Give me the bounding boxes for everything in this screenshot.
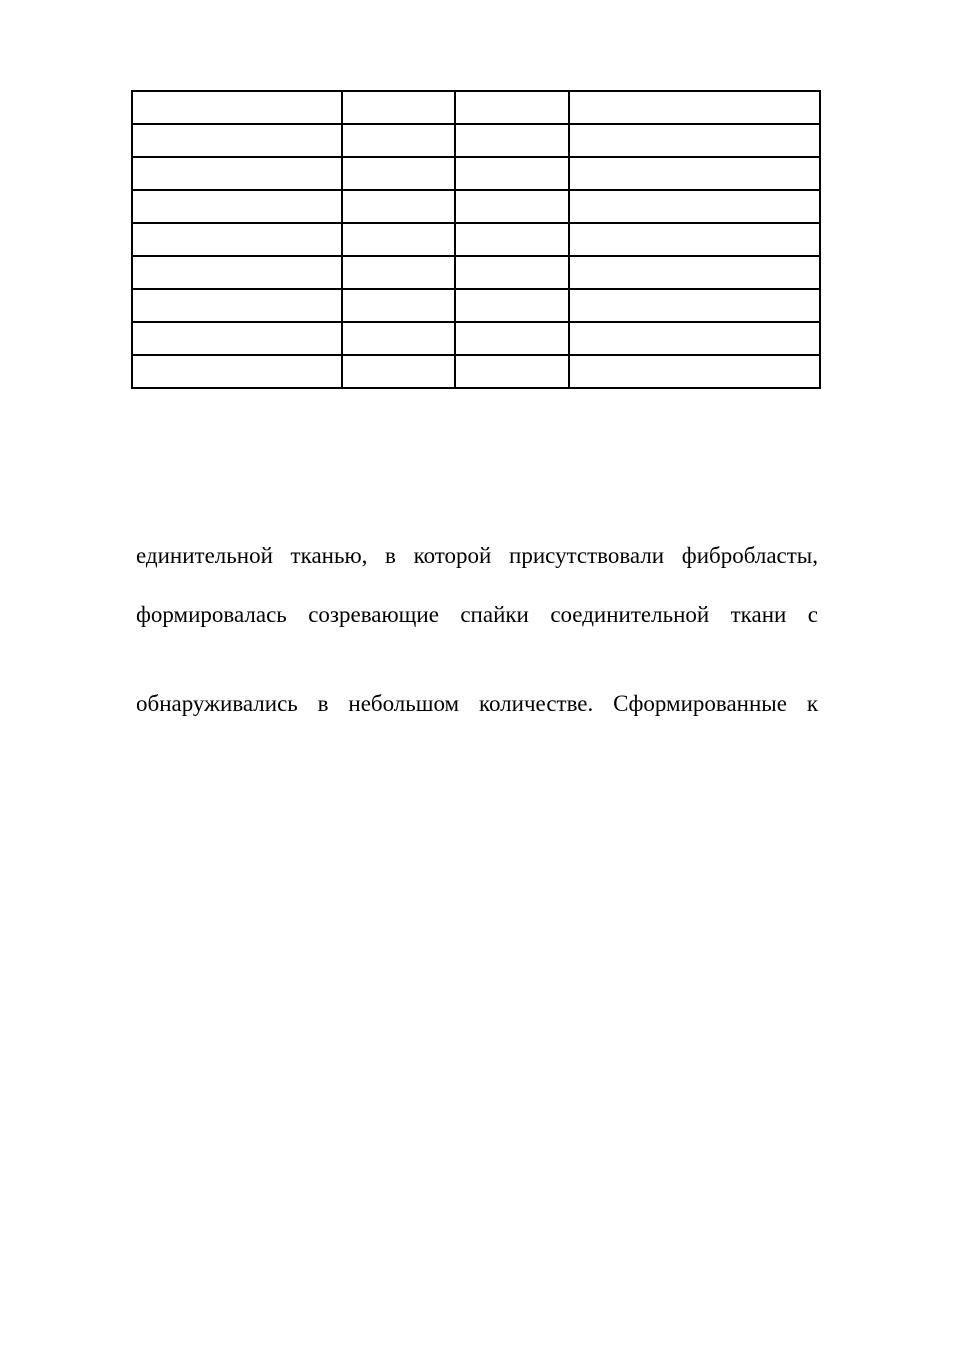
empty-table <box>131 90 821 389</box>
table-cell <box>569 322 820 355</box>
table-cell <box>569 289 820 322</box>
table-row <box>132 157 820 190</box>
table-cell <box>569 256 820 289</box>
table-cell <box>455 91 569 124</box>
table-cell <box>569 157 820 190</box>
table-cell <box>132 355 342 388</box>
table-cell <box>132 289 342 322</box>
table-row <box>132 322 820 355</box>
table-cell <box>455 289 569 322</box>
table-cell <box>342 322 455 355</box>
table-cell <box>342 124 455 157</box>
table-cell <box>455 223 569 256</box>
body-text-line: обнаруживались в небольшом количестве. Сформированные к <box>136 691 818 716</box>
table-cell <box>455 157 569 190</box>
table-cell <box>455 124 569 157</box>
table-cell <box>455 256 569 289</box>
table-cell <box>342 190 455 223</box>
table-cell <box>132 91 342 124</box>
table-row <box>132 124 820 157</box>
table-row <box>132 91 820 124</box>
table-cell <box>342 157 455 190</box>
table-cell <box>342 289 455 322</box>
table-cell <box>455 322 569 355</box>
table-cell <box>132 157 342 190</box>
table-cell <box>569 355 820 388</box>
table-cell <box>132 124 342 157</box>
table-cell <box>132 322 342 355</box>
table-row <box>132 256 820 289</box>
body-text-line: единительной тканью, в которой присутствовали фибробласты, <box>136 543 818 568</box>
table-cell <box>342 223 455 256</box>
table-cell <box>342 256 455 289</box>
table-cell <box>342 355 455 388</box>
table-row <box>132 289 820 322</box>
table-row <box>132 223 820 256</box>
table-cell <box>132 190 342 223</box>
table-cell <box>569 190 820 223</box>
table-body <box>132 91 820 388</box>
table-row <box>132 355 820 388</box>
table-row <box>132 190 820 223</box>
body-text-line: формировалась созревающие спайки соединительной ткани с <box>136 602 818 627</box>
table-cell <box>569 223 820 256</box>
table-cell <box>132 223 342 256</box>
table-cell <box>455 355 569 388</box>
table-cell <box>455 190 569 223</box>
table-cell <box>569 124 820 157</box>
table-cell <box>342 91 455 124</box>
table-cell <box>132 256 342 289</box>
table-cell <box>569 91 820 124</box>
